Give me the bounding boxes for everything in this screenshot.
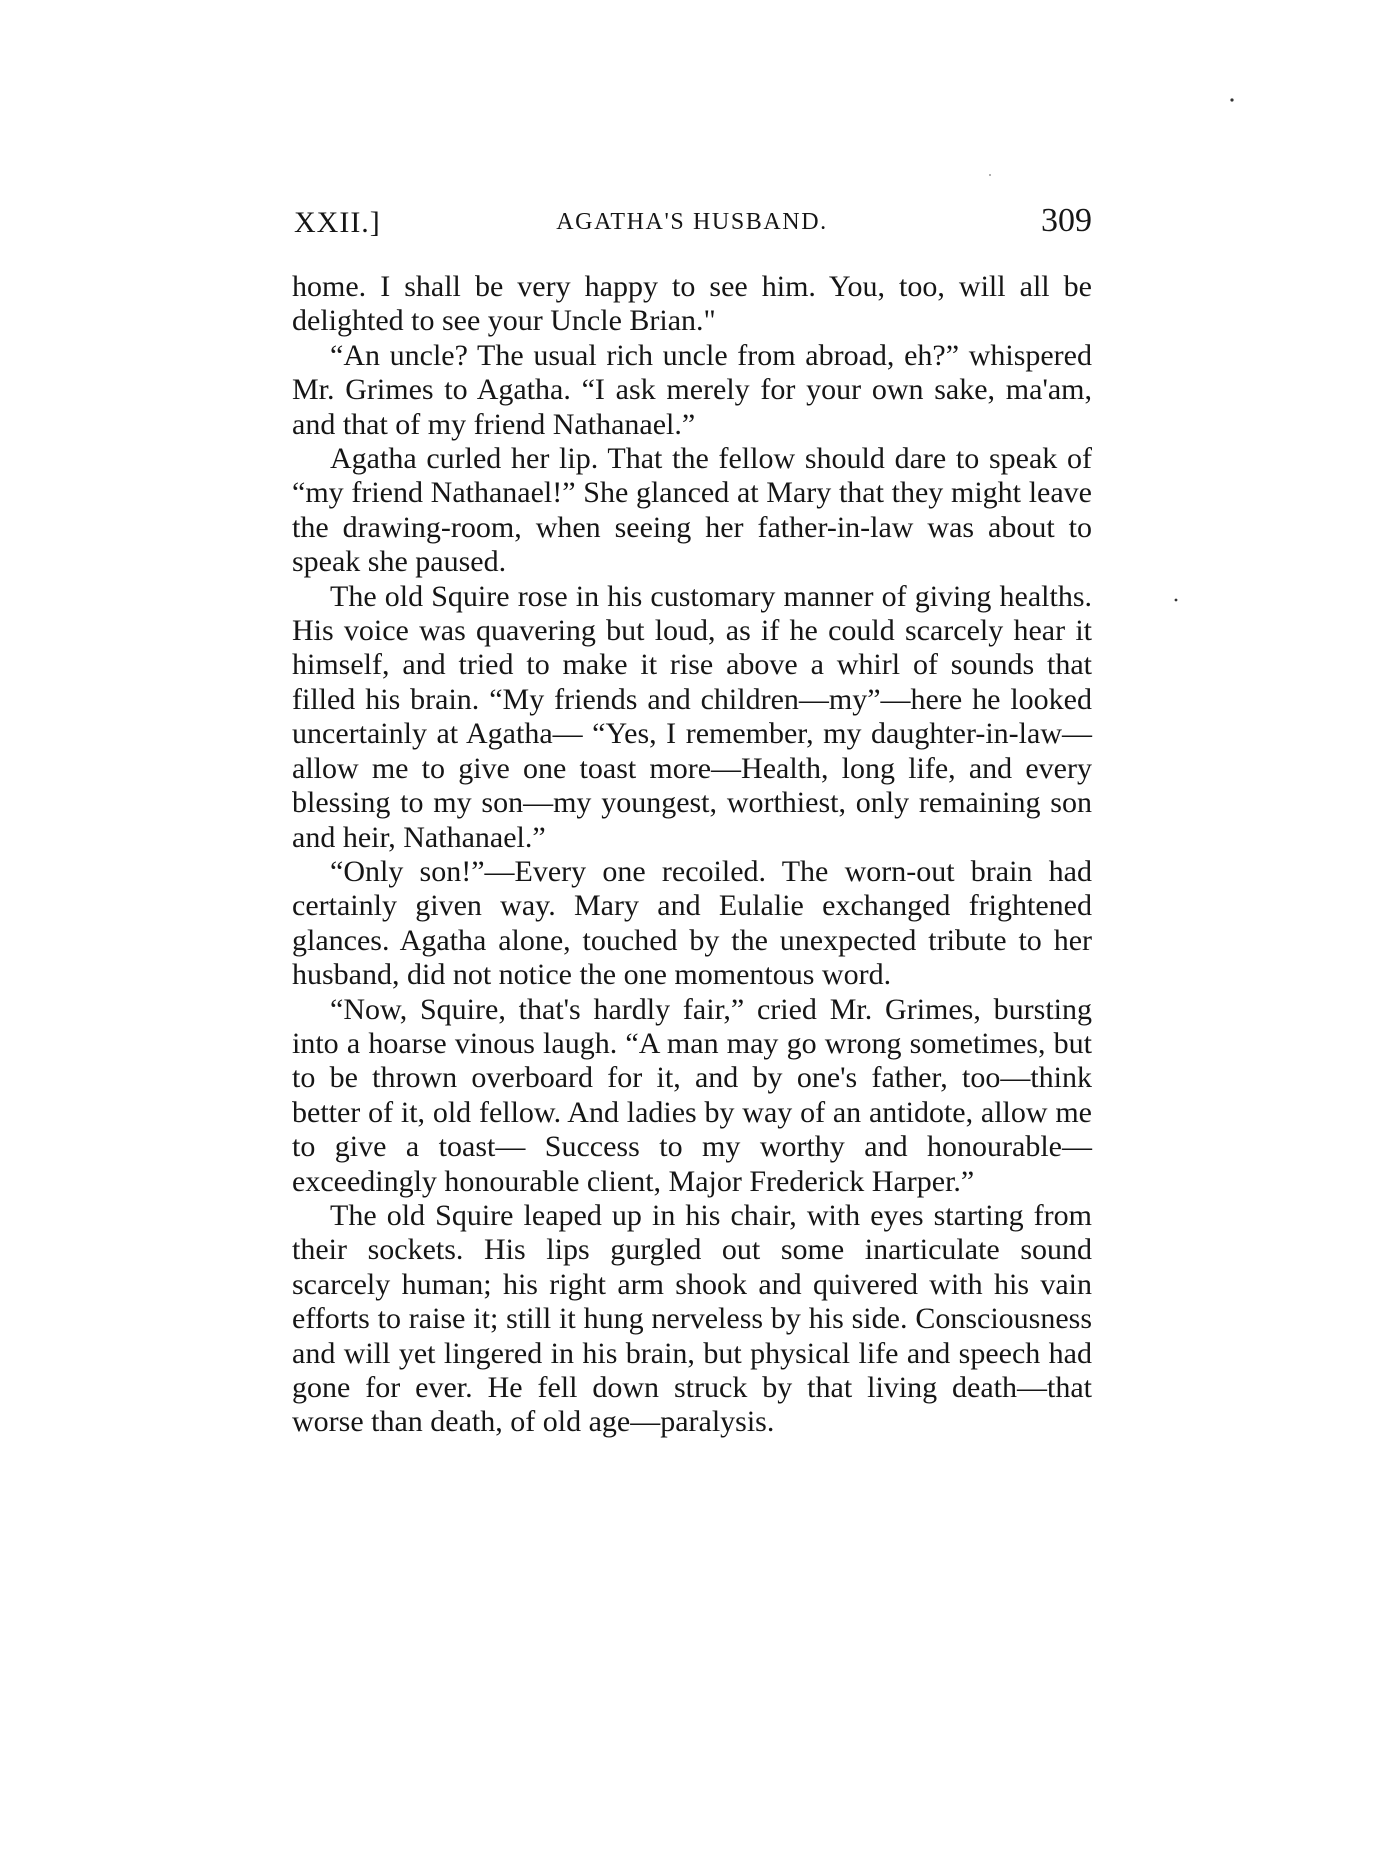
paragraph-continuation: home. I shall be very happy to see him. You, too, will all be delighted to see your Uncle Brian." [292, 270, 1092, 338]
running-head [292, 200, 1092, 250]
chapter-number: XXII.] [294, 206, 381, 239]
paragraph-final: The old Squire leaped up in his chair, with eyes starting from their sockets. His lips gurgled out some inarticulate sound scarcely human; his right arm shook and quivered with his vain efforts to raise it; still it hung nerveless by his side. Consciousness and will yet lingered in his brain, but physical life and speech had gone for ever. He fell down struck by that living death—that worse than death, of old age—paralysis. [292, 1198, 1092, 1439]
page-number: 309 [1041, 202, 1092, 239]
speck-dot [1230, 98, 1233, 101]
book-page [292, 200, 1092, 1440]
paragraph: “Only son!”—Every one recoiled. The worn-out brain had certainly given way. Mary and Eulalie exchanged frightened glances. Agatha alone, touched by the unexpected tribute to her husband, did not notice the one momentous word. [292, 854, 1092, 992]
paragraph: “Now, Squire, that's hardly fair,” cried Mr. Grimes, bursting into a hoarse vinous laugh. “A man may go wrong sometimes, but to be thrown overboard for it, and by one's father, too—think better of it, old fellow. And ladies by way of an antidote, allow me to give a toast— Success to my worthy and honourable—exceedingly honourable client, Major Frederick Harper.” [292, 992, 1092, 1198]
speck-dot [1175, 599, 1178, 602]
speck-dot [989, 174, 991, 176]
body-text [292, 270, 1092, 1440]
running-title: AGATHA'S HUSBAND. [556, 209, 828, 235]
paragraph: The old Squire rose in his customary manner of giving healths. His voice was quavering but loud, as if he could scarcely hear it himself, and tried to make it rise above a whirl of sounds that filled his brain. “My friends and children—my”—here he looked uncertainly at Agatha— “Yes, I remember, my daughter-in-law—allow me to give one toast more—Health, long life, and every blessing to my son—my youngest, worthiest, only remaining son and heir, Nathanael.” [292, 579, 1092, 854]
paragraph: Agatha curled her lip. That the fellow should dare to speak of “my friend Nathanael!” She glanced at Mary that they might leave the drawing-room, when seeing her father-in-law was about to speak she paused. [292, 442, 1092, 579]
paragraph: “An uncle? The usual rich uncle from abroad, eh?” whispered Mr. Grimes to Agatha. “I ask merely for your own sake, ma'am, and that of my friend Nathanael.” [292, 338, 1092, 441]
